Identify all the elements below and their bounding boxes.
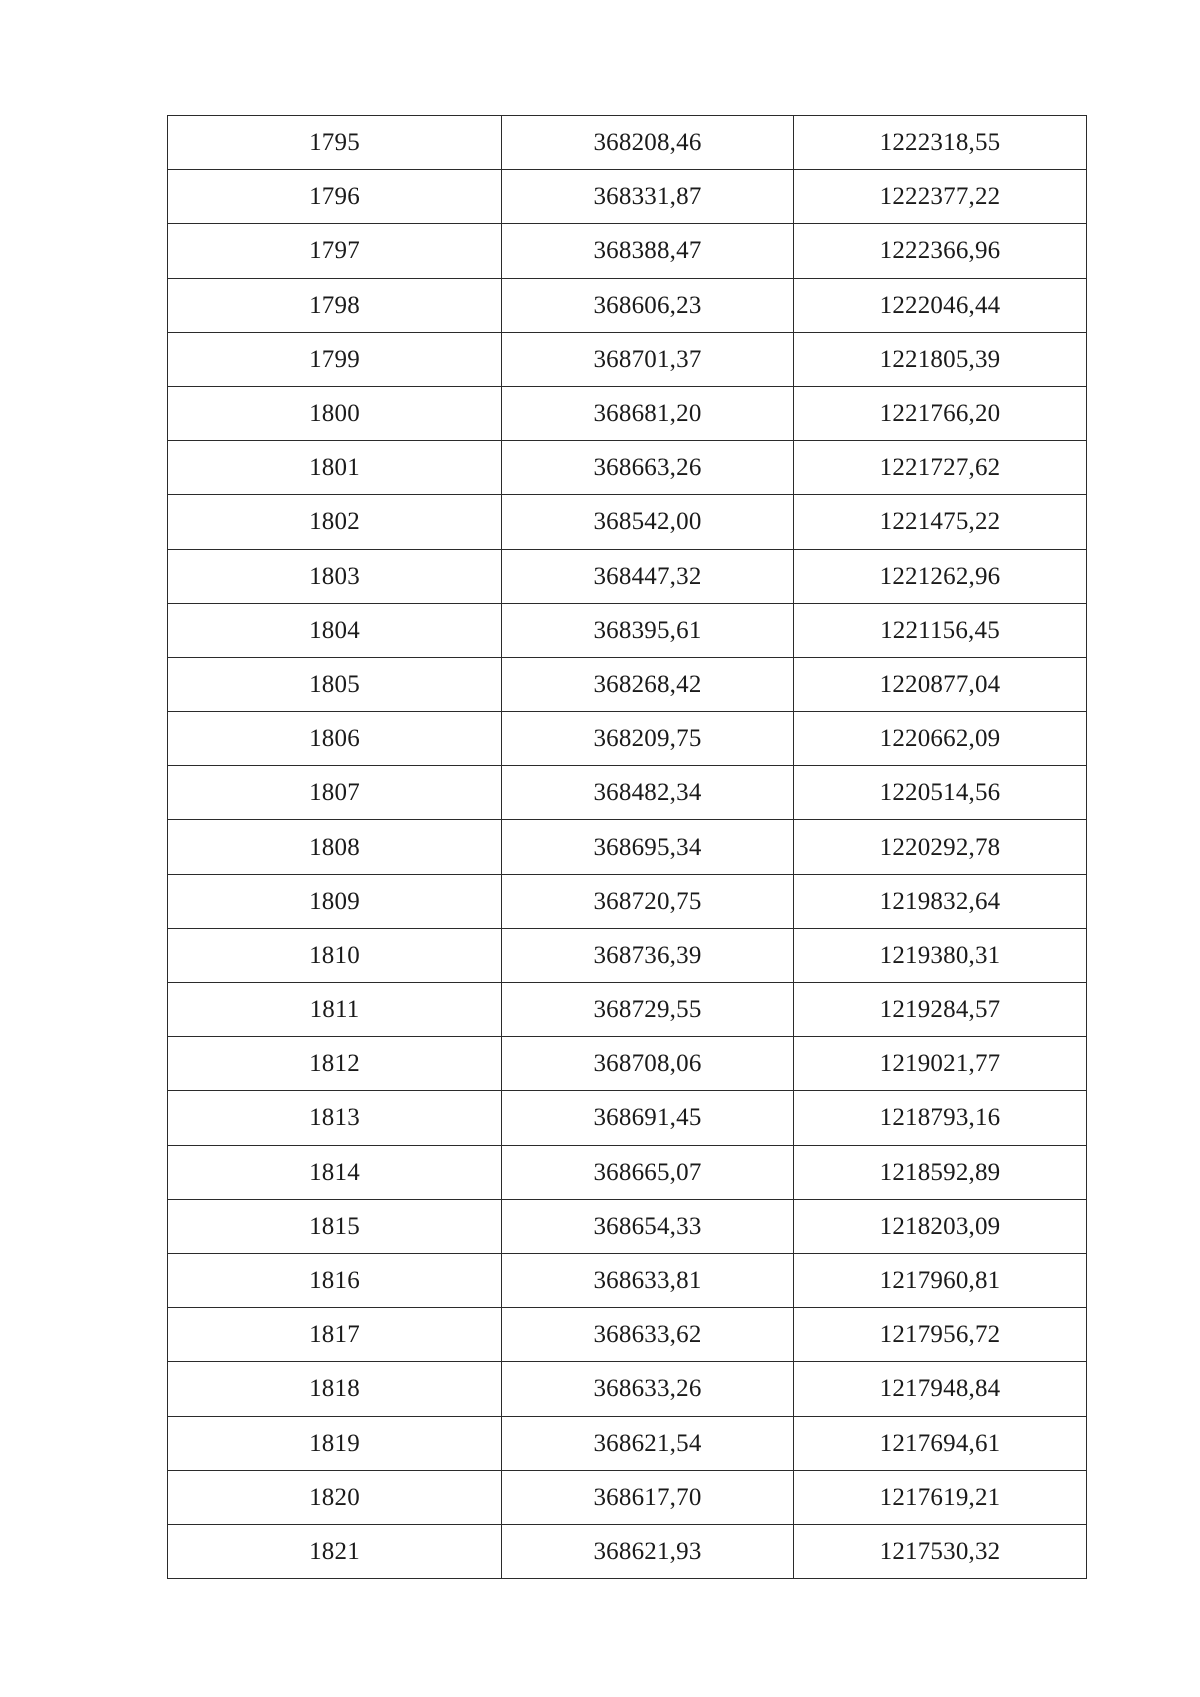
point-number-cell: 1798 — [168, 278, 502, 332]
point-number-cell: 1806 — [168, 712, 502, 766]
y-coordinate-cell: 1219021,77 — [794, 1037, 1087, 1091]
y-coordinate-cell: 1220877,04 — [794, 657, 1087, 711]
x-coordinate-cell: 368654,33 — [502, 1199, 794, 1253]
y-coordinate-cell: 1222366,96 — [794, 224, 1087, 278]
table-row — [168, 278, 1087, 332]
x-coordinate-cell: 368331,87 — [502, 170, 794, 224]
y-coordinate-cell: 1219380,31 — [794, 928, 1087, 982]
table-row — [168, 1199, 1087, 1253]
table-row — [168, 1145, 1087, 1199]
y-coordinate-cell: 1217530,32 — [794, 1524, 1087, 1578]
y-coordinate-cell: 1220292,78 — [794, 820, 1087, 874]
y-coordinate-cell: 1221156,45 — [794, 603, 1087, 657]
point-number-cell: 1795 — [168, 116, 502, 170]
x-coordinate-cell: 368482,34 — [502, 766, 794, 820]
point-number-cell: 1814 — [168, 1145, 502, 1199]
x-coordinate-cell: 368681,20 — [502, 386, 794, 440]
point-number-cell: 1815 — [168, 1199, 502, 1253]
x-coordinate-cell: 368633,26 — [502, 1362, 794, 1416]
y-coordinate-cell: 1222377,22 — [794, 170, 1087, 224]
y-coordinate-cell: 1219832,64 — [794, 874, 1087, 928]
x-coordinate-cell: 368388,47 — [502, 224, 794, 278]
x-coordinate-cell: 368395,61 — [502, 603, 794, 657]
x-coordinate-cell: 368701,37 — [502, 332, 794, 386]
x-coordinate-cell: 368720,75 — [502, 874, 794, 928]
point-number-cell: 1803 — [168, 549, 502, 603]
point-number-cell: 1799 — [168, 332, 502, 386]
y-coordinate-cell: 1222046,44 — [794, 278, 1087, 332]
table-row — [168, 116, 1087, 170]
point-number-cell: 1797 — [168, 224, 502, 278]
point-number-cell: 1800 — [168, 386, 502, 440]
x-coordinate-cell: 368606,23 — [502, 278, 794, 332]
point-number-cell: 1817 — [168, 1308, 502, 1362]
x-coordinate-cell: 368665,07 — [502, 1145, 794, 1199]
table-row — [168, 1253, 1087, 1307]
point-number-cell: 1805 — [168, 657, 502, 711]
coordinates-table — [167, 115, 1087, 1579]
point-number-cell: 1816 — [168, 1253, 502, 1307]
x-coordinate-cell: 368268,42 — [502, 657, 794, 711]
point-number-cell: 1821 — [168, 1524, 502, 1578]
x-coordinate-cell: 368695,34 — [502, 820, 794, 874]
x-coordinate-cell: 368729,55 — [502, 983, 794, 1037]
y-coordinate-cell: 1221805,39 — [794, 332, 1087, 386]
coordinates-table-body — [168, 116, 1087, 1579]
point-number-cell: 1811 — [168, 983, 502, 1037]
x-coordinate-cell: 368691,45 — [502, 1091, 794, 1145]
point-number-cell: 1796 — [168, 170, 502, 224]
table-row — [168, 1037, 1087, 1091]
y-coordinate-cell: 1222318,55 — [794, 116, 1087, 170]
y-coordinate-cell: 1217956,72 — [794, 1308, 1087, 1362]
x-coordinate-cell: 368209,75 — [502, 712, 794, 766]
x-coordinate-cell: 368621,93 — [502, 1524, 794, 1578]
x-coordinate-cell: 368663,26 — [502, 441, 794, 495]
point-number-cell: 1802 — [168, 495, 502, 549]
table-row — [168, 332, 1087, 386]
y-coordinate-cell: 1221475,22 — [794, 495, 1087, 549]
table-row — [168, 386, 1087, 440]
point-number-cell: 1801 — [168, 441, 502, 495]
y-coordinate-cell: 1218592,89 — [794, 1145, 1087, 1199]
x-coordinate-cell: 368617,70 — [502, 1470, 794, 1524]
y-coordinate-cell: 1219284,57 — [794, 983, 1087, 1037]
y-coordinate-cell: 1221766,20 — [794, 386, 1087, 440]
y-coordinate-cell: 1218793,16 — [794, 1091, 1087, 1145]
table-row — [168, 983, 1087, 1037]
point-number-cell: 1808 — [168, 820, 502, 874]
point-number-cell: 1820 — [168, 1470, 502, 1524]
y-coordinate-cell: 1221727,62 — [794, 441, 1087, 495]
table-row — [168, 549, 1087, 603]
table-row — [168, 874, 1087, 928]
point-number-cell: 1813 — [168, 1091, 502, 1145]
point-number-cell: 1809 — [168, 874, 502, 928]
point-number-cell: 1818 — [168, 1362, 502, 1416]
x-coordinate-cell: 368736,39 — [502, 928, 794, 982]
point-number-cell: 1807 — [168, 766, 502, 820]
table-row — [168, 1362, 1087, 1416]
y-coordinate-cell: 1218203,09 — [794, 1199, 1087, 1253]
table-row — [168, 603, 1087, 657]
table-row — [168, 657, 1087, 711]
point-number-cell: 1810 — [168, 928, 502, 982]
x-coordinate-cell: 368633,62 — [502, 1308, 794, 1362]
table-row — [168, 1470, 1087, 1524]
y-coordinate-cell: 1217694,61 — [794, 1416, 1087, 1470]
y-coordinate-cell: 1217960,81 — [794, 1253, 1087, 1307]
table-row — [168, 495, 1087, 549]
point-number-cell: 1812 — [168, 1037, 502, 1091]
x-coordinate-cell: 368621,54 — [502, 1416, 794, 1470]
y-coordinate-cell: 1217948,84 — [794, 1362, 1087, 1416]
table-row — [168, 1416, 1087, 1470]
table-row — [168, 712, 1087, 766]
point-number-cell: 1804 — [168, 603, 502, 657]
x-coordinate-cell: 368208,46 — [502, 116, 794, 170]
table-row — [168, 224, 1087, 278]
table-row — [168, 1091, 1087, 1145]
table-row — [168, 766, 1087, 820]
point-number-cell: 1819 — [168, 1416, 502, 1470]
y-coordinate-cell: 1217619,21 — [794, 1470, 1087, 1524]
table-row — [168, 928, 1087, 982]
x-coordinate-cell: 368542,00 — [502, 495, 794, 549]
table-row — [168, 820, 1087, 874]
y-coordinate-cell: 1220662,09 — [794, 712, 1087, 766]
x-coordinate-cell: 368447,32 — [502, 549, 794, 603]
table-row — [168, 170, 1087, 224]
table-row — [168, 441, 1087, 495]
y-coordinate-cell: 1221262,96 — [794, 549, 1087, 603]
x-coordinate-cell: 368633,81 — [502, 1253, 794, 1307]
table-row — [168, 1524, 1087, 1578]
x-coordinate-cell: 368708,06 — [502, 1037, 794, 1091]
y-coordinate-cell: 1220514,56 — [794, 766, 1087, 820]
table-row — [168, 1308, 1087, 1362]
